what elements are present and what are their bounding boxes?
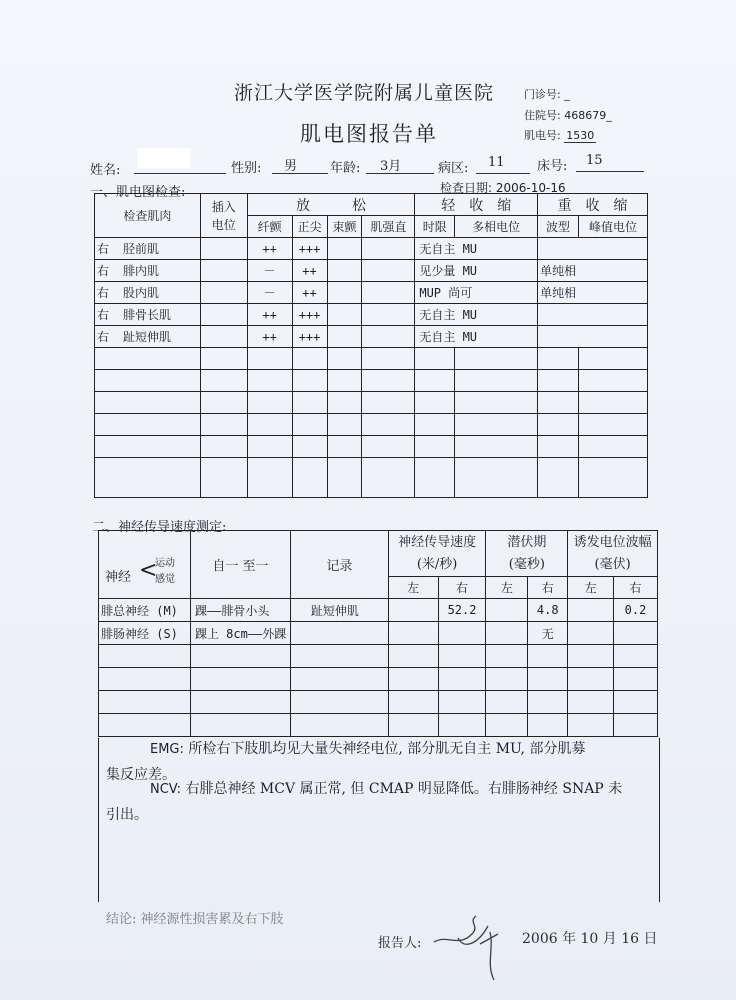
- sharp-cell: +++: [292, 326, 327, 348]
- muscle-cell: [95, 260, 201, 282]
- amp-left-cell: [568, 599, 614, 622]
- ward-value: 11: [488, 155, 505, 170]
- side-label: 右: [97, 242, 110, 256]
- wave-cell: [538, 326, 648, 348]
- sharp-cell: [292, 392, 327, 414]
- ncv-right-cell: [438, 691, 486, 714]
- col-heavy-header: 重 收 缩: [538, 194, 648, 216]
- ncv-right-cell: [438, 622, 486, 645]
- amp-left-cell: [568, 714, 614, 737]
- col-dur-header: 时限: [415, 216, 455, 238]
- ncv-left-cell: [388, 599, 438, 622]
- sharp-cell: [292, 348, 327, 370]
- sharp-cell: ++: [292, 282, 327, 304]
- col-fib-header: 纤颤: [247, 216, 292, 238]
- muscle-name: 腓内肌: [123, 264, 160, 278]
- sharp-cell: [292, 458, 327, 498]
- myo-cell: [362, 392, 415, 414]
- lat-right-cell: [528, 668, 568, 691]
- nerve-label: 神经: [105, 569, 132, 585]
- nerve-cell: 腓肠神经 (S): [99, 622, 191, 645]
- fromto-cell: [190, 714, 290, 737]
- muscle-name: 趾短伸肌: [123, 330, 172, 344]
- wave-cell: [538, 238, 648, 260]
- ncv-table-row: [99, 622, 658, 645]
- lat-left-cell: [486, 691, 528, 714]
- emg-no-value: 1530: [566, 129, 595, 142]
- insert-cell: [200, 458, 247, 498]
- poly-cell: [455, 458, 538, 498]
- muscle-cell: [95, 370, 201, 392]
- muscle-cell: [95, 304, 201, 326]
- col-ncv-header: [388, 531, 486, 577]
- ncv-left-cell: [388, 622, 438, 645]
- record-cell: [290, 691, 388, 714]
- emg-table-row: [95, 392, 648, 414]
- emg-table-row: [95, 436, 648, 458]
- muscle-cell: [95, 458, 201, 498]
- sharp-cell: ++: [292, 260, 327, 282]
- amp-right-cell: [614, 668, 658, 691]
- peak-cell: [579, 458, 648, 498]
- poly-cell: [455, 348, 538, 370]
- amp-right-cell: [614, 622, 658, 645]
- dur-cell: [415, 414, 455, 436]
- clinic-number: [524, 86, 570, 102]
- dur-cell: [415, 392, 455, 414]
- sensory-label: 感觉: [155, 573, 175, 585]
- myo-cell: [362, 458, 415, 498]
- light-cell: 无自主 MU: [415, 304, 538, 326]
- ncv-right-cell: [438, 645, 486, 668]
- ncv-table-row: [99, 668, 658, 691]
- emg-text-2: 集反应差。: [106, 767, 176, 783]
- col-record-header: 记录: [290, 531, 388, 599]
- wave-cell: [538, 436, 579, 458]
- lat-header-2: (毫秒): [508, 556, 545, 572]
- fasc-cell: [327, 326, 362, 348]
- lat-right-cell: [528, 714, 568, 737]
- emg-table-row: [95, 282, 648, 304]
- ncv-header-2: (米/秒): [416, 556, 458, 572]
- lat-right-cell: [528, 691, 568, 714]
- col-fasc-header: 束颤: [327, 216, 362, 238]
- inpatient-no-label: 住院号:: [524, 109, 561, 122]
- sex-underline: [272, 173, 328, 174]
- ncv-table-row: [99, 599, 658, 622]
- wave-cell: [538, 392, 579, 414]
- amp-left-cell: [568, 691, 614, 714]
- amp-header-2: (毫伏): [594, 556, 631, 572]
- emg-table-row: [95, 304, 648, 326]
- nerve-cell: [99, 714, 191, 737]
- insert-cell: [200, 414, 247, 436]
- ncv-table-row: [99, 645, 658, 668]
- side-label: 右: [97, 264, 110, 278]
- ncv-table: [98, 530, 658, 737]
- emg-table-row: [95, 348, 648, 370]
- ncv-left-header: 左: [388, 577, 438, 599]
- amp-left-cell: [568, 668, 614, 691]
- emg-line-1: [150, 736, 585, 763]
- dur-cell: [415, 348, 455, 370]
- col-poly-header: 多相电位: [455, 216, 538, 238]
- ncv-header-1: 神经传导速度: [398, 534, 477, 550]
- fasc-cell: [327, 436, 362, 458]
- dur-cell: [415, 370, 455, 392]
- emg-text-1: 所检右下肢肌均见大量失神经电位, 部分肌无自主 MU, 部分肌募: [188, 741, 586, 757]
- lat-right-header: 右: [528, 577, 568, 599]
- lat-left-cell: [486, 714, 528, 737]
- fasc-cell: [327, 392, 362, 414]
- inpatient-number: [524, 107, 612, 123]
- insert-label-2: 电位: [211, 217, 236, 232]
- fib-cell: [247, 370, 292, 392]
- col-fromto-header: 自一 至一: [190, 531, 290, 599]
- ncv-label: NCV:: [150, 782, 182, 797]
- report-title: 肌电图报告单: [300, 122, 438, 146]
- record-cell: [290, 668, 388, 691]
- fasc-cell: [327, 458, 362, 498]
- amp-right-cell: [614, 691, 658, 714]
- peak-cell: [579, 348, 648, 370]
- ncv-table-row: [99, 714, 658, 737]
- myo-cell: [362, 326, 415, 348]
- record-cell: [290, 714, 388, 737]
- fasc-cell: [327, 260, 362, 282]
- muscle-name: 腓骨长肌: [123, 308, 172, 322]
- fasc-cell: [327, 304, 362, 326]
- amp-header-1: 诱发电位波幅: [573, 534, 652, 550]
- col-wave-header: 波型: [538, 216, 579, 238]
- col-sharp-header: 正尖: [292, 216, 327, 238]
- insert-cell: [200, 348, 247, 370]
- muscle-name: 股内肌: [123, 286, 160, 300]
- amp-left-header: 左: [568, 577, 614, 599]
- hospital-name: 浙江大学医学院附属儿童医院: [234, 82, 495, 104]
- age-underline: [366, 173, 434, 174]
- fib-cell: －: [247, 260, 292, 282]
- myo-cell: [362, 436, 415, 458]
- amp-right-cell: 0.2: [614, 599, 658, 622]
- fib-cell: ++: [247, 326, 292, 348]
- section2-title: 二、神经传导速度测定:: [92, 520, 227, 535]
- fromto-cell: [190, 645, 290, 668]
- ncv-right-header: 右: [438, 577, 486, 599]
- insert-cell: [200, 326, 247, 348]
- light-cell: 见少量 MU: [415, 260, 538, 282]
- emg-no-label: 肌电号:: [524, 129, 561, 142]
- side-label: 右: [97, 308, 110, 322]
- light-cell: 无自主 MU: [415, 326, 538, 348]
- fromto-cell: 踝上 8cm——外踝: [190, 622, 290, 645]
- wave-cell: [538, 304, 648, 326]
- ncv-right-cell: [438, 668, 486, 691]
- emg-label: EMG:: [150, 742, 184, 757]
- fromto-cell: 踝——腓骨小头: [190, 599, 290, 622]
- insert-cell: [200, 370, 247, 392]
- ncv-text-2: 引出。: [106, 807, 148, 823]
- wave-cell: 单纯相: [538, 260, 648, 282]
- amp-right-cell: [614, 645, 658, 668]
- emg-table-row: [95, 238, 648, 260]
- redacted-name: [138, 148, 190, 168]
- light-cell: MUP 尚可: [415, 282, 538, 304]
- bed-value: 15: [586, 153, 603, 168]
- nerve-cell: 腓总神经 (M): [99, 599, 191, 622]
- ncv-line-1: [150, 776, 622, 803]
- ncv-left-cell: [388, 714, 438, 737]
- poly-cell: [455, 436, 538, 458]
- fromto-cell: [190, 668, 290, 691]
- emg-table-row: [95, 370, 648, 392]
- fib-cell: [247, 348, 292, 370]
- insert-cell: [200, 392, 247, 414]
- fib-cell: [247, 414, 292, 436]
- lat-right-cell: [528, 645, 568, 668]
- poly-cell: [455, 392, 538, 414]
- exam-date-value: 2006-10-16: [495, 181, 566, 195]
- fib-cell: [247, 458, 292, 498]
- clinic-no-value: _: [564, 88, 570, 101]
- fasc-cell: [327, 238, 362, 260]
- insert-cell: [200, 304, 247, 326]
- ncv-right-cell: [438, 714, 486, 737]
- wave-cell: [538, 414, 579, 436]
- col-relax-header: 放 松: [247, 194, 415, 216]
- inpatient-no-value: 468679_: [564, 109, 612, 122]
- nerve-cell: [99, 691, 191, 714]
- age-label: 年龄:: [330, 161, 361, 176]
- col-insert-header: [200, 194, 247, 238]
- insert-label-1: 插入: [211, 199, 236, 214]
- insert-cell: [200, 238, 247, 260]
- emg-table-row: [95, 458, 648, 498]
- myo-cell: [362, 238, 415, 260]
- nerve-cell: [99, 668, 191, 691]
- fasc-cell: [327, 370, 362, 392]
- lat-header-1: 潜伏期: [507, 534, 547, 550]
- poly-cell: [455, 414, 538, 436]
- bed-underline: [576, 171, 644, 172]
- insert-cell: [200, 260, 247, 282]
- amp-right-header: 右: [614, 577, 658, 599]
- sharp-cell: [292, 436, 327, 458]
- side-label: 右: [97, 286, 110, 300]
- muscle-cell: [95, 392, 201, 414]
- myo-cell: [362, 260, 415, 282]
- emg-table-row: [95, 260, 648, 282]
- insert-cell: [200, 282, 247, 304]
- col-muscle-header: 检查肌肉: [95, 194, 201, 238]
- peak-cell: [579, 370, 648, 392]
- ward-label: 病区:: [438, 161, 469, 176]
- ncv-left-cell: [388, 668, 438, 691]
- muscle-cell: [95, 326, 201, 348]
- sharp-cell: [292, 370, 327, 392]
- ncv-left-cell: [388, 691, 438, 714]
- motor-label: 运动: [155, 557, 175, 569]
- reporter-label: 报告人:: [378, 936, 422, 951]
- peak-cell: [579, 392, 648, 414]
- side-label: 右: [97, 330, 110, 344]
- ncv-table-row: [99, 691, 658, 714]
- conclusion: 结论: 神经源性损害累及右下肢: [106, 912, 284, 927]
- name-underline: [134, 173, 226, 174]
- fib-cell: [247, 392, 292, 414]
- emg-table-row: [95, 326, 648, 348]
- record-cell: 趾短伸肌: [290, 599, 388, 622]
- sharp-cell: [292, 414, 327, 436]
- dur-cell: [415, 436, 455, 458]
- ncv-text-1: 右腓总神经 MCV 属正常, 但 CMAP 明显降低。右腓肠神经 SNAP 未: [185, 781, 623, 797]
- sharp-cell: +++: [292, 238, 327, 260]
- lat-left-cell: [486, 645, 528, 668]
- myo-cell: [362, 414, 415, 436]
- ncv-left-cell: [388, 645, 438, 668]
- muscle-cell: [95, 238, 201, 260]
- lat-left-cell: [486, 599, 528, 622]
- exam-date-label: 检查日期:: [440, 181, 493, 195]
- muscle-cell: [95, 414, 201, 436]
- wave-cell: [538, 458, 579, 498]
- poly-cell: [455, 370, 538, 392]
- amp-right-cell: [614, 714, 658, 737]
- nerve-cell: [99, 645, 191, 668]
- lat-right-cell: 4.8: [528, 599, 568, 622]
- sex-label: 性别:: [231, 161, 262, 176]
- myo-cell: [362, 282, 415, 304]
- lat-right-cell: 无: [528, 622, 568, 645]
- fasc-cell: [327, 282, 362, 304]
- myo-cell: [362, 348, 415, 370]
- fib-cell: ++: [247, 304, 292, 326]
- sharp-cell: +++: [292, 304, 327, 326]
- muscle-cell: [95, 282, 201, 304]
- myo-cell: [362, 304, 415, 326]
- section1-title: 一、肌电图检查:: [90, 185, 186, 200]
- dur-cell: [415, 458, 455, 498]
- fib-cell: [247, 436, 292, 458]
- record-cell: [290, 645, 388, 668]
- sex-value: 男: [284, 159, 298, 174]
- peak-cell: [579, 436, 648, 458]
- ncv-right-cell: 52.2: [438, 599, 486, 622]
- wave-cell: 单纯相: [538, 282, 648, 304]
- wave-cell: [538, 370, 579, 392]
- reporter-signature: [428, 904, 508, 984]
- light-cell: 无自主 MU: [415, 238, 538, 260]
- emg-table: [94, 193, 648, 498]
- record-cell: [290, 622, 388, 645]
- lat-left-header: 左: [486, 577, 528, 599]
- col-lat-header: [486, 531, 568, 577]
- col-peak-header: 峰值电位: [579, 216, 648, 238]
- fasc-cell: [327, 414, 362, 436]
- muscle-cell: [95, 436, 201, 458]
- myo-cell: [362, 370, 415, 392]
- lat-left-cell: [486, 622, 528, 645]
- chevron-left-icon: <: [139, 557, 158, 583]
- amp-left-cell: [568, 622, 614, 645]
- fib-cell: ++: [247, 238, 292, 260]
- name-label: 姓名:: [90, 163, 121, 178]
- fib-cell: －: [247, 282, 292, 304]
- peak-cell: [579, 414, 648, 436]
- emg-table-row: [95, 414, 648, 436]
- age-value: 3月: [380, 159, 402, 174]
- report-date: 2006 年 10 月 16 日: [522, 931, 658, 947]
- wave-cell: [538, 348, 579, 370]
- muscle-name: 胫前肌: [123, 242, 160, 256]
- col-myo-header: 肌强直: [362, 216, 415, 238]
- col-amp-header: [568, 531, 658, 577]
- ward-underline: [476, 173, 530, 174]
- insert-cell: [200, 436, 247, 458]
- muscle-cell: [95, 348, 201, 370]
- lat-left-cell: [486, 668, 528, 691]
- fasc-cell: [327, 348, 362, 370]
- col-light-header: 轻 收 缩: [415, 194, 538, 216]
- clinic-no-label: 门诊号:: [524, 88, 561, 101]
- emg-number: [524, 127, 596, 143]
- col-nerve-header: [99, 531, 191, 599]
- bed-label: 床号:: [537, 159, 568, 174]
- fromto-cell: [190, 691, 290, 714]
- amp-left-cell: [568, 645, 614, 668]
